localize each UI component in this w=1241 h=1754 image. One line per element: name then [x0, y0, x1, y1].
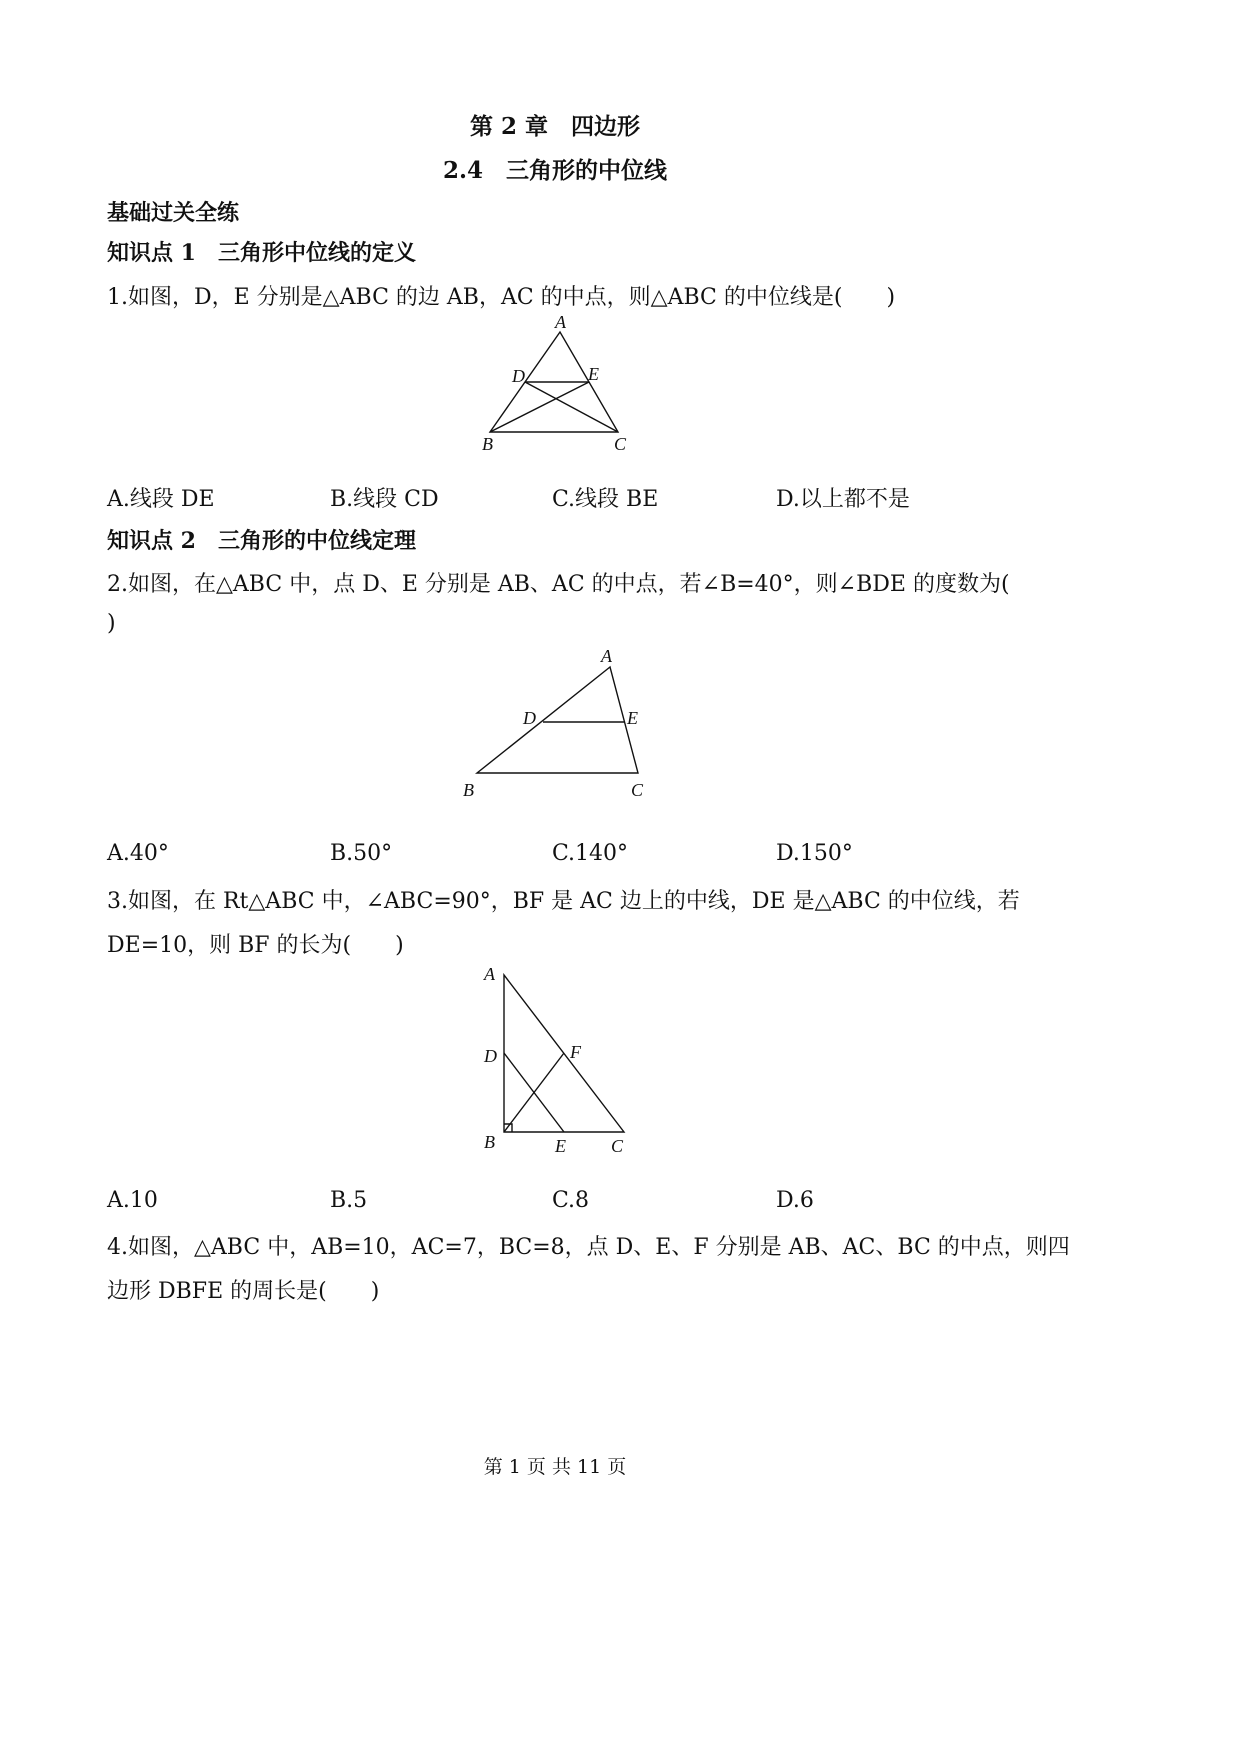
- question-4-text-line2: 边形 DBFE 的周长是( ): [107, 1279, 380, 1304]
- page-footer: 第 1 页 共 11 页: [483, 1456, 627, 1478]
- question-2-text-line1: 2.如图，在△ABC 中，点 D、E 分别是 AB、AC 的中点，若∠B=40°，则∠BDE 的度数为(: [107, 572, 1010, 597]
- label-e: E: [588, 364, 599, 384]
- question-3-figure: [475, 960, 645, 1160]
- label-c: C: [611, 1136, 624, 1156]
- question-2-option-d[interactable]: D.150°: [776, 841, 853, 866]
- label-d: D: [484, 1046, 497, 1066]
- section-title: 2.4 三角形的中位线: [442, 157, 667, 184]
- label-b: B: [484, 1132, 495, 1152]
- label-e: E: [555, 1136, 566, 1156]
- knowledge-point-1: 知识点 1 三角形中位线的定义: [107, 240, 416, 266]
- chapter-title: 第 2 章 四边形: [469, 113, 641, 140]
- question-3-option-a[interactable]: A.10: [107, 1188, 158, 1213]
- label-a: A: [484, 964, 495, 984]
- question-1-option-a[interactable]: A.线段 DE: [107, 487, 215, 512]
- question-2-option-a[interactable]: A.40°: [107, 841, 169, 866]
- question-2-text-line2: ): [107, 611, 116, 636]
- label-a: A: [555, 312, 566, 332]
- label-c: C: [631, 780, 644, 800]
- question-3-option-c[interactable]: C.8: [552, 1188, 590, 1213]
- part-heading: 基础过关全练: [107, 200, 240, 226]
- question-1-text: 1.如图，D，E 分别是△ABC 的边 AB，AC 的中点，则△ABC 的中位线是( ): [107, 285, 896, 310]
- question-4-text-line1: 4.如图，△ABC 中，AB=10，AC=7，BC=8，点 D、E、F 分别是 AB、AC、BC 的中点，则四: [107, 1235, 1070, 1260]
- question-2-option-c[interactable]: C.140°: [552, 841, 629, 866]
- question-3-option-b[interactable]: B.5: [330, 1188, 368, 1213]
- label-b: B: [482, 434, 493, 454]
- label-e: E: [627, 708, 638, 728]
- triangle-abc: [477, 667, 638, 773]
- label-d: D: [512, 366, 525, 386]
- question-2-option-b[interactable]: B.50°: [330, 841, 393, 866]
- question-1-option-d[interactable]: D.以上都不是: [776, 487, 910, 512]
- question-2-figure: [455, 640, 665, 805]
- question-1-figure: [470, 312, 650, 462]
- question-1-option-b[interactable]: B.线段 CD: [330, 487, 439, 512]
- question-3-text-line1: 3.如图，在 Rt△ABC 中，∠ABC=90°，BF 是 AC 边上的中线，DE 是△ABC 的中位线，若: [107, 889, 1020, 914]
- label-d: D: [523, 708, 536, 728]
- question-3-option-d[interactable]: D.6: [776, 1188, 814, 1213]
- label-a: A: [601, 646, 612, 666]
- label-c: C: [614, 434, 627, 454]
- question-1-option-c[interactable]: C.线段 BE: [552, 487, 659, 512]
- question-3-text-line2: DE=10，则 BF 的长为( ): [107, 933, 404, 958]
- label-f: F: [570, 1042, 581, 1062]
- label-b: B: [463, 780, 474, 800]
- knowledge-point-2: 知识点 2 三角形的中位线定理: [107, 528, 416, 554]
